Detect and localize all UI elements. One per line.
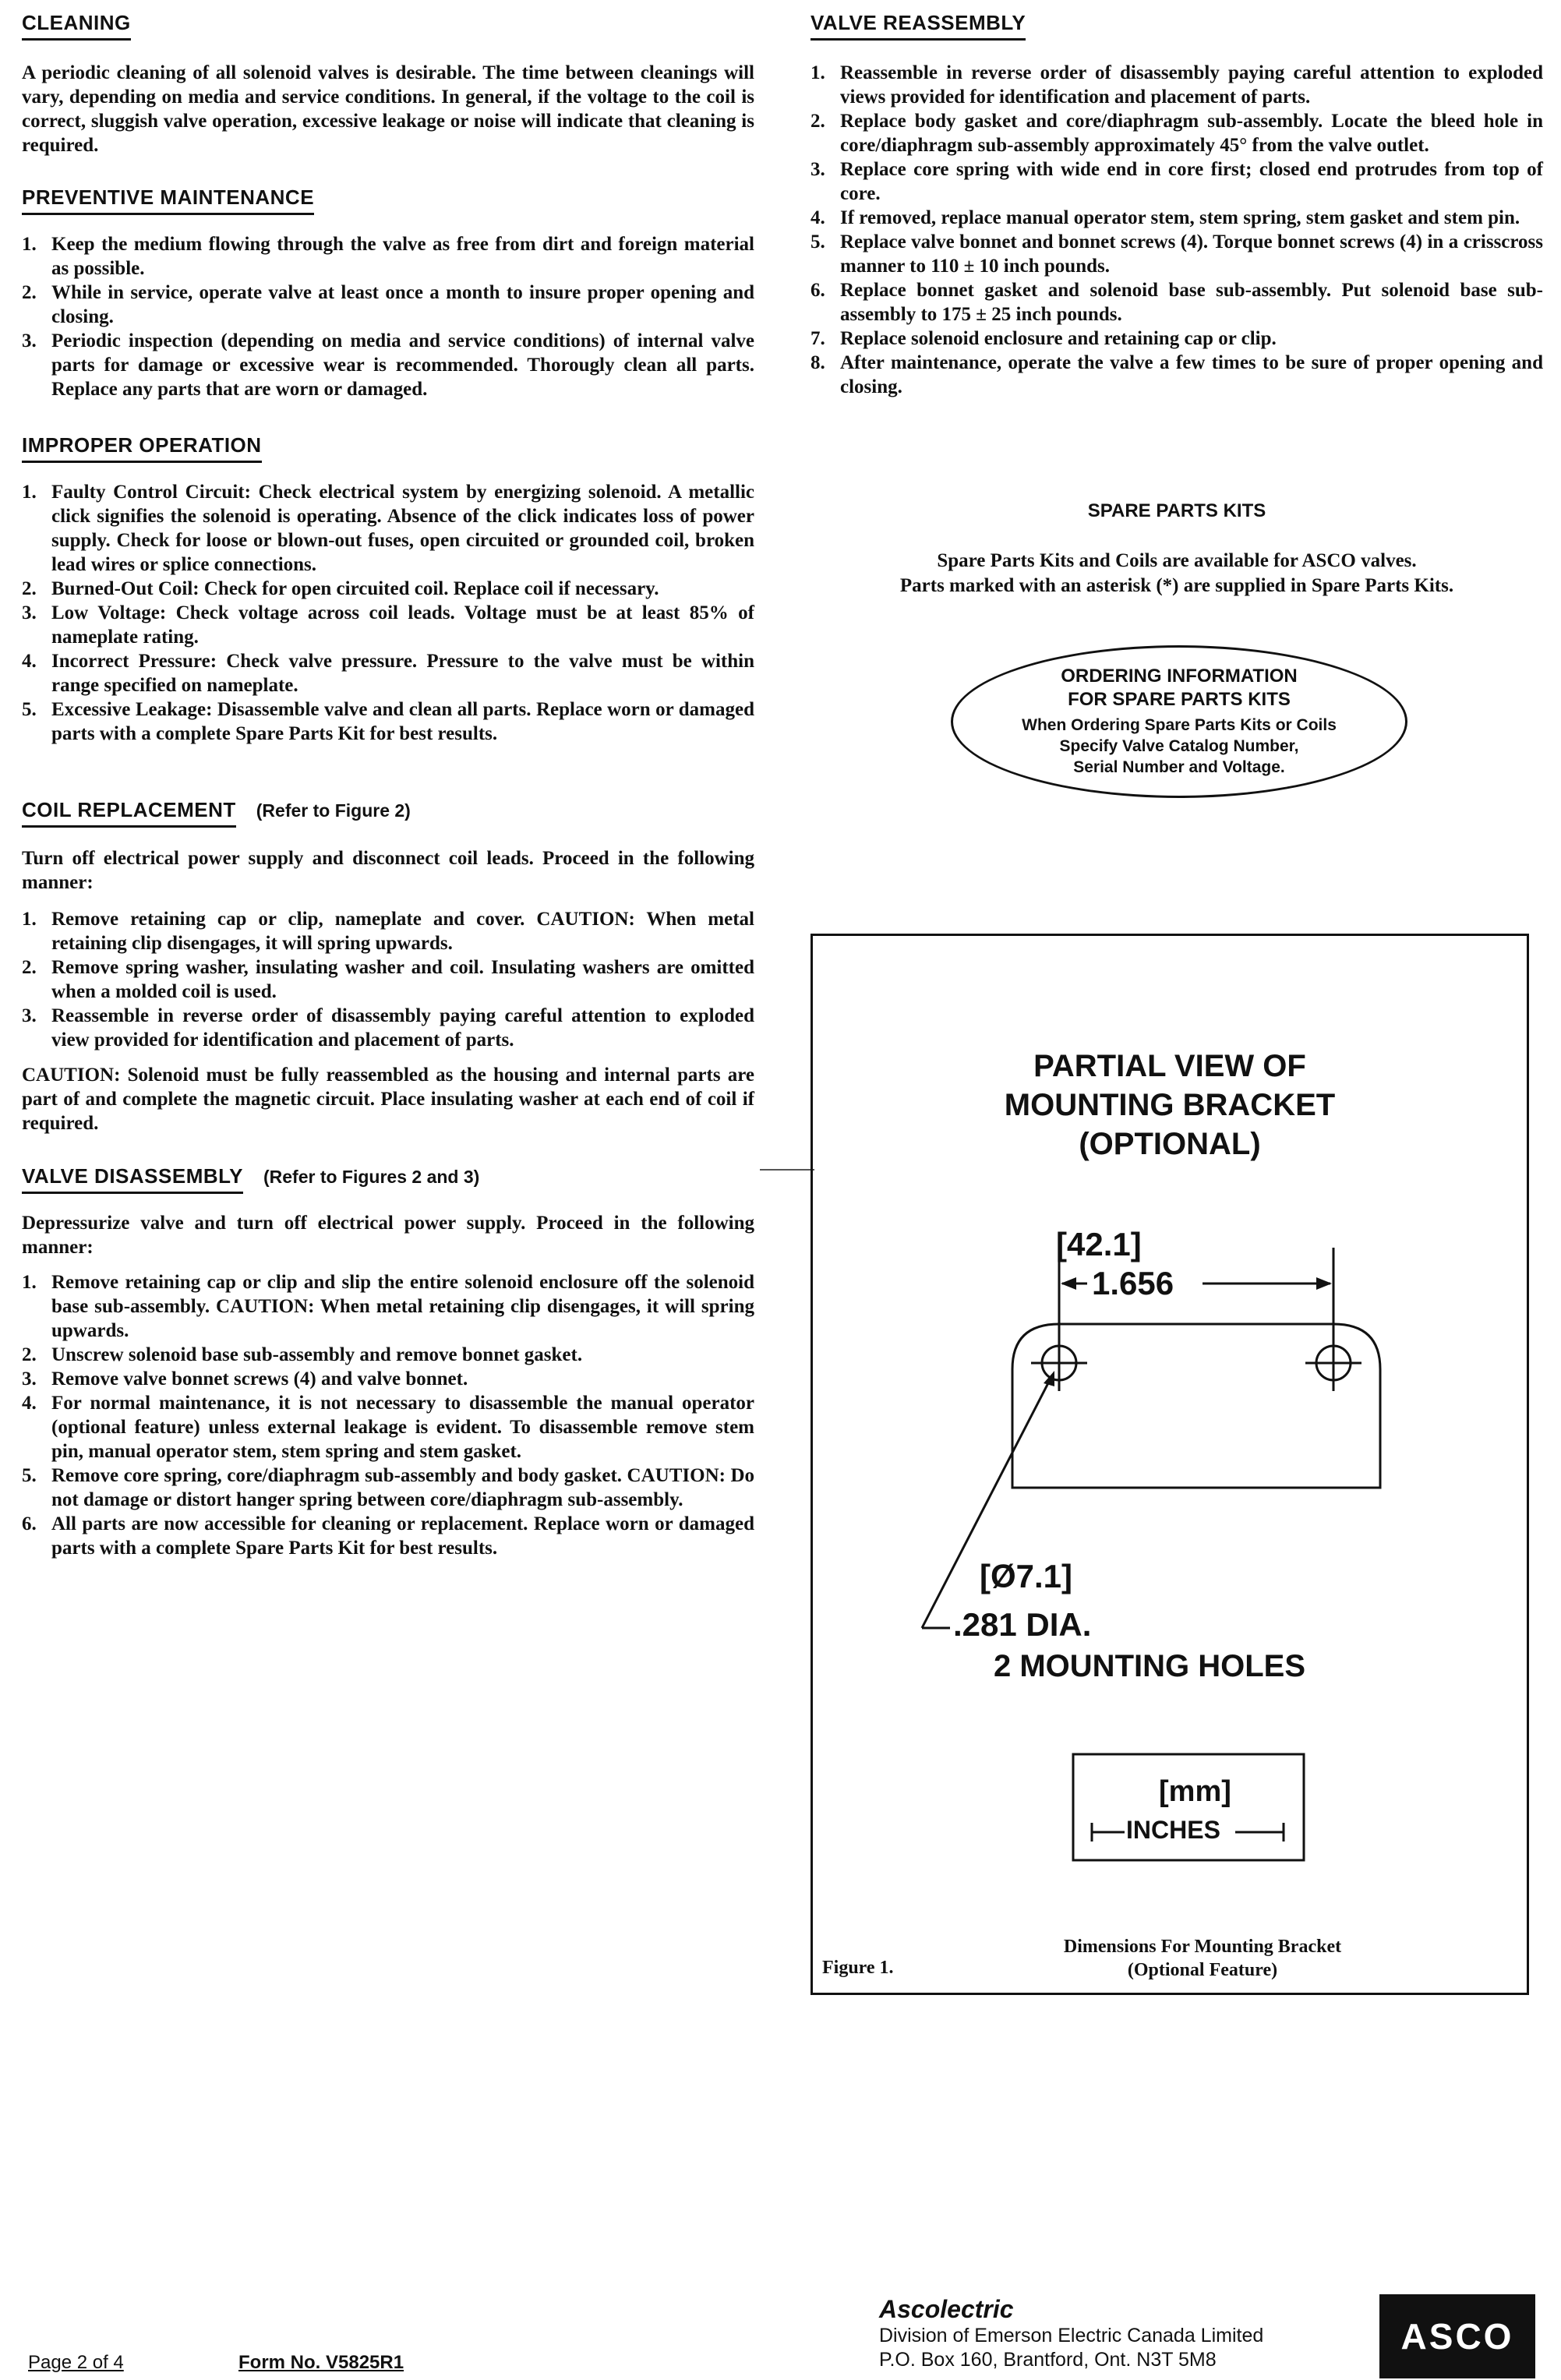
list-item: 1. Remove retaining cap or clip and slip the entire solenoid enclosure off the solenoid base sub-assembly. CAUTION: When metal retaining clip disengages, it will spring upwards.	[22, 1272, 754, 1341]
coil-section	[22, 798, 411, 828]
mounting-bracket-drawing	[813, 936, 1531, 1997]
list-item: 4. Incorrect Pressure: Check valve pressure. Pressure to the valve must be within range specified on nameplate.	[22, 651, 754, 696]
company-division: Division of Emerson Electric Canada Limited	[879, 2325, 1264, 2346]
legend-mm-text: [mm]	[1159, 1775, 1231, 1808]
improper-list	[22, 480, 754, 746]
figure-title-line1: PARTIAL VIEW OF	[1033, 1049, 1306, 1083]
page-number: Page 2 of 4	[28, 2352, 124, 2373]
list-item: 4. For normal maintenance, it is not necessary to disassemble the manual operator (optional feature) unless external leakage is evident. To disassemble remove stem pin, manual operator stem, stem spring and stem gasket.	[22, 1393, 754, 1462]
dim-mm-text: [42.1]	[1056, 1226, 1142, 1262]
list-item: 1. Remove retaining cap or clip, nameplate and cover. CAUTION: When metal retaining clip disengages, it will spring upwards.	[22, 909, 754, 954]
ordering-info-oval	[951, 645, 1407, 798]
list-item: 5. Excessive Leakage: Disassemble valve and clean all parts. Replace worn or damaged parts with a complete Spare Parts Kit for best results.	[22, 699, 755, 744]
spare-parts-line1: Spare Parts Kits and Coils are available for ASCO valves.	[937, 550, 1417, 571]
figure-caption-line1: Dimensions For Mounting Bracket	[1063, 1937, 1342, 1957]
ordering-line1: When Ordering Spare Parts Kits or Coils	[1022, 716, 1337, 734]
list-item: 5. Replace valve bonnet and bonnet screws (4). Torque bonnet screws (4) in a crisscross manner to 110 ± 10 inch pounds.	[811, 231, 1543, 277]
spare-parts-line2: Parts marked with an asterisk (*) are supplied in Spare Parts Kits.	[899, 575, 1454, 596]
ordering-title2: FOR SPARE PARTS KITS	[1068, 689, 1291, 710]
hole-mm-text: [Ø7.1]	[980, 1558, 1073, 1594]
coil-list	[22, 907, 754, 1052]
list-item: 1. Reassemble in reverse order of disassembly paying careful attention to exploded views provided for identification and placement of parts.	[811, 62, 1543, 108]
list-item: 1. Keep the medium flowing through the valve as free from dirt and foreign material as possible.	[22, 234, 754, 279]
coil-caution: CAUTION: Solenoid must be fully reassembled as the housing and internal parts are part of and complete the magnetic circuit. Place insulating washer at each end of coil if required.	[22, 1065, 754, 1134]
coil-figure-ref: (Refer to Figure 2)	[256, 800, 411, 821]
list-item: 5. Remove core spring, core/diaphragm sub-assembly and body gasket. CAUTION: Do not damage or distort hanger spring between core/diaphragm sub-assembly.	[22, 1465, 754, 1510]
figure-caption	[1008, 1935, 1397, 1982]
figure-title-line3: (OPTIONAL)	[1079, 1127, 1261, 1161]
list-item: 6. Replace bonnet gasket and solenoid base sub-assembly. Put solenoid base sub-assembly to 175 ± 25 inch pounds.	[811, 280, 1543, 325]
list-item: 2. Unscrew solenoid base sub-assembly and remove bonnet gasket.	[22, 1344, 583, 1365]
ordering-line2: Specify Valve Catalog Number,	[1059, 737, 1299, 755]
spare-parts-heading: SPARE PARTS KITS	[1087, 500, 1266, 521]
company-name: Ascolectric	[879, 2295, 1014, 2323]
disassembly-section	[22, 1164, 479, 1194]
leader-line	[760, 1169, 814, 1171]
list-item: 3. Remove valve bonnet screws (4) and valve bonnet.	[22, 1368, 468, 1390]
list-item: 2. While in service, operate valve at least once a month to insure proper opening and closing.	[22, 282, 754, 327]
preventive-list	[22, 232, 754, 401]
list-item: 2. Replace body gasket and core/diaphragm sub-assembly. Locate the bleed hole in core/diaphragm sub-assembly approximately 45° from the valve outlet.	[811, 111, 1543, 156]
holes-text: 2 MOUNTING HOLES	[994, 1649, 1306, 1683]
list-item: 3. Periodic inspection (depending on media and service conditions) of internal valve parts for damage or excessive wear is recommended. Thorougly clean all parts. Replace any parts that are worn or damaged.	[22, 330, 754, 400]
cleaning-text: A periodic cleaning of all solenoid valves is desirable. The time between cleanings will vary, depending on media and service conditions. In general, if the voltage to the coil is correct, sluggish valve operation, excessive leakage or noise will indicate that cleaning is required.	[22, 62, 754, 156]
preventive-heading: PREVENTIVE MAINTENANCE	[22, 185, 314, 215]
dim-arrow-left	[1061, 1277, 1076, 1290]
improper-heading: IMPROPER OPERATION	[22, 433, 262, 463]
list-item: 3. Reassemble in reverse order of disassembly paying careful attention to exploded view provided for identification and placement of parts.	[22, 1005, 754, 1051]
list-item: 7. Replace solenoid enclosure and retaining cap or clip.	[811, 328, 1277, 349]
disassembly-list	[22, 1270, 754, 1560]
disassembly-intro: Depressurize valve and turn off electrical power supply. Proceed in the following manner:	[22, 1213, 754, 1258]
cleaning-section	[22, 11, 131, 41]
figure-caption-line2: (Optional Feature)	[1127, 1960, 1278, 1980]
company-block	[879, 2295, 1263, 2372]
reassembly-heading: VALVE REASSEMBLY	[811, 11, 1026, 41]
cleaning-heading: CLEANING	[22, 11, 131, 41]
reassembly-list	[811, 61, 1543, 399]
dim-in-text: 1.656	[1092, 1265, 1174, 1301]
preventive-section	[22, 185, 314, 215]
ordering-title1: ORDERING INFORMATION	[1061, 666, 1298, 687]
list-item: 4. If removed, replace manual operator stem, stem spring, stem gasket and stem pin.	[811, 207, 1520, 228]
list-item: 8. After maintenance, operate the valve a few times to be sure of proper opening and closing.	[811, 352, 1543, 397]
reassembly-section	[811, 11, 1026, 41]
list-item: 1. Faulty Control Circuit: Check electrical system by energizing solenoid. A metallic click signifies the solenoid is operating. Absence of the click indicates loss of power supply. Check for loose or blown-out fuses, open circuited or grounded coil, broken lead wires or splice connections.	[22, 482, 754, 575]
figure-title-line2: MOUNTING BRACKET	[1004, 1088, 1336, 1122]
list-item: 6. All parts are now accessible for cleaning or replacement. Replace worn or damaged parts with a complete Spare Parts Kit for best results.	[22, 1513, 754, 1559]
dim-arrow-right	[1316, 1277, 1332, 1290]
hole-in-text: .281 DIA.	[953, 1606, 1092, 1643]
figure-1-box	[811, 934, 1529, 1995]
form-number: Form No. V5825R1	[238, 2352, 404, 2373]
list-item: 3. Replace core spring with wide end in core first; closed end protrudes from top of core.	[811, 159, 1543, 204]
ordering-line3: Serial Number and Voltage.	[1073, 758, 1285, 776]
list-item: 2. Burned-Out Coil: Check for open circuited coil. Replace coil if necessary.	[22, 578, 659, 599]
list-item: 3. Low Voltage: Check voltage across coil leads. Voltage must be at least 85% of nameplate rating.	[22, 602, 754, 648]
legend-in-text: INCHES	[1126, 1816, 1220, 1844]
disassembly-heading: VALVE DISASSEMBLY	[22, 1164, 243, 1194]
improper-section	[22, 433, 262, 463]
asco-logo: ASCO	[1379, 2294, 1535, 2378]
figure-label: Figure 1.	[822, 1958, 894, 1978]
disassembly-figure-ref: (Refer to Figures 2 and 3)	[263, 1167, 480, 1187]
coil-intro: Turn off electrical power supply and disconnect coil leads. Proceed in the following manner:	[22, 848, 754, 893]
coil-heading: COIL REPLACEMENT	[22, 798, 236, 828]
company-address: P.O. Box 160, Brantford, Ont. N3T 5M8	[879, 2349, 1217, 2371]
list-item: 2. Remove spring washer, insulating washer and coil. Insulating washers are omitted when a molded coil is used.	[22, 957, 754, 1002]
